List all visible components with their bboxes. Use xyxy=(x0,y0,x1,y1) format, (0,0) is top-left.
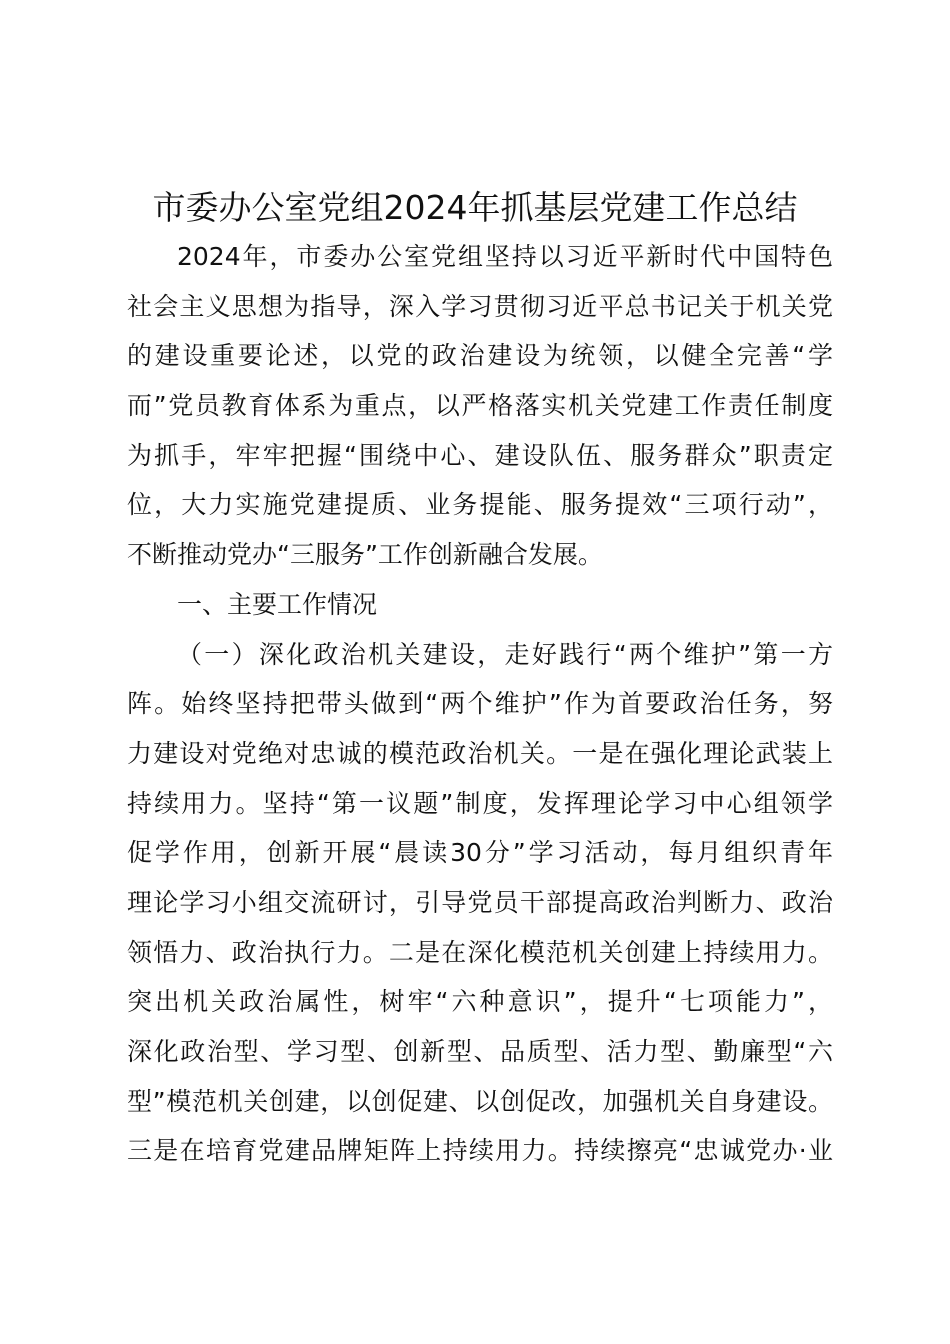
paragraph-line-6: 位，大力实施党建提质、业务提能、服务提效“三项行动”， xyxy=(127,490,833,520)
paragraph-line-3: 的建设重要论述，以党的政治建设为统领，以健全完善“学 xyxy=(127,341,833,371)
paragraph-line-14: 理论学习小组交流研讨，引导党员干部提高政治判断力、政治 xyxy=(127,887,833,917)
paragraph-line-12: 持续用力。坚持“第一议题”制度，发挥理论学习中心组领学 xyxy=(127,788,833,818)
paragraph-line-4: 而”党员教育体系为重点，以严格落实机关党建工作责任制度 xyxy=(127,391,833,421)
paragraph-line-9: （一）深化政治机关建设，走好践行“两个维护”第一方 xyxy=(177,639,833,669)
paragraph-line-16: 突出机关政治属性，树牢“六种意识”，提升“七项能力”， xyxy=(127,987,833,1017)
document-title: 市委办公室党组2024年抓基层党建工作总结 xyxy=(152,188,798,227)
paragraph-line-1: 2024年，市委办公室党组坚持以习近平新时代中国特色 xyxy=(177,242,833,271)
paragraph-line-13: 促学作用，创新开展“晨读30分”学习活动，每月组织青年 xyxy=(127,838,833,868)
paragraph-line-19: 三是在培育党建品牌矩阵上持续用力。持续擦亮“忠诚党办·业 xyxy=(127,1136,833,1166)
paragraph-line-17: 深化政治型、学习型、创新型、品质型、活力型、勤廉型“六 xyxy=(127,1037,833,1066)
paragraph-line-5: 为抓手，牢牢把握“围绕中心、建设队伍、服务群众”职责定 xyxy=(127,440,833,470)
paragraph-line-11: 力建设对党绝对忠诚的模范政治机关。一是在强化理论武装上 xyxy=(127,738,833,768)
paragraph-line-10: 阵。始终坚持把带头做到“两个维护”作为首要政治任务，努 xyxy=(127,689,833,719)
paragraph-line-2: 社会主义思想为指导，深入学习贯彻习近平总书记关于机关党 xyxy=(127,291,833,321)
paragraph-line-15: 领悟力、政治执行力。二是在深化模范机关创建上持续用力。 xyxy=(127,937,833,967)
section-heading: 一、主要工作情况 xyxy=(177,589,378,619)
document-body xyxy=(127,232,833,1176)
paragraph-line-18: 型”模范机关创建，以创促建、以创促改，加强机关自身建设。 xyxy=(127,1086,833,1116)
paragraph-line-7: 不断推动党办“三服务”工作创新融合发展。 xyxy=(127,540,603,570)
